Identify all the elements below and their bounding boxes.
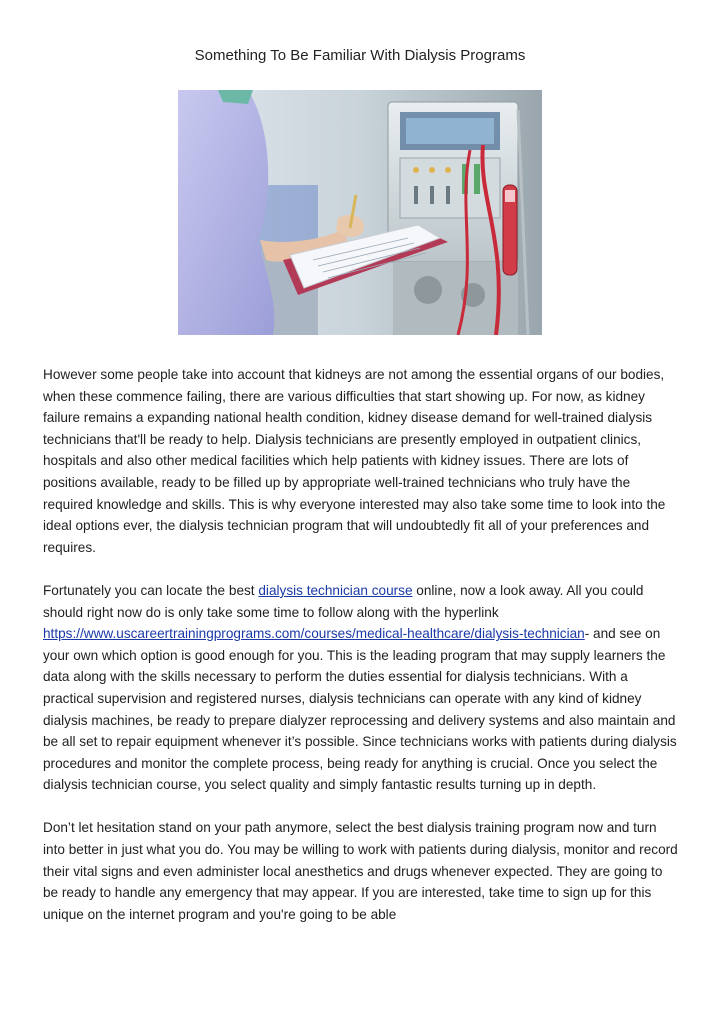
paragraph-2-part-1: Fortunately you can locate the best: [43, 582, 259, 598]
paragraph-2: [43, 580, 679, 796]
paragraph-1: However some people take into account that kidneys are not among the essential organs of our bodies, when these commence failing, there are various difficulties that start showing up. For now, as kidney failure remains a expanding national health condition, kidney disease demand for well-trained dialysis technicians that'll be ready to help. Dialysis technicians are presently employed in outpatient clinics, hospitals and also other medical facilities which help patients with kidney issues. There are lots of positions available, ready to be filled up by appropriate well-trained technicians who truly have the required knowledge and skills. This is why everyone interested may also take some time to look into the ideal options ever, the dialysis technician program that will undoubtedly fit all of your preferences and requires.: [43, 367, 666, 555]
paragraph-2-part-3: - and see on your own which option is good enough for you. This is the leading program that may supply learners the data along with the skills necessary to perform the duties essential for dialysis technicians. With a practical supervision and registered nurses, dialysis technicians can operate with any kind of kidney dialysis machines, be ready to prepare dialyzer reprocessing and delivery systems and also maintain and be all set to repair equipment whenever it’s possible. Since technicians works with patients during dialysis procedures and monitor the complete process, being ready for anything is crucial. Once you select the dialysis technician course, you select quality and simply fantastic results turning up in depth.: [43, 626, 677, 793]
paragraph-2-part-2: online, now a look away. All you could should right now do is only take some time to follow along with the hyperlink: [43, 582, 644, 620]
page-title: Something To Be Familiar With Dialysis Programs: [194, 47, 526, 64]
article-body: [43, 364, 679, 947]
paragraph-3: Don’t let hesitation stand on your path anymore, select the best dialysis training program now and turn into better in just what you do. You may be willing to work with patients during dialysis, monitor and record their vital signs and even administer local anesthetics and drugs whenever expected. They are going to be ready to handle any emergency that may appear. If you are interested, take time to sign up for this unique on the internet program and you're going to be able: [43, 820, 678, 922]
dialysis-photo-illustration: [178, 90, 542, 335]
course-link[interactable]: dialysis technician course: [258, 582, 413, 598]
program-url-link[interactable]: https://www.uscareertrainingprograms.com/courses/medical-healthcare/dialysis-technician: [43, 626, 585, 642]
article-photo: [178, 90, 542, 335]
